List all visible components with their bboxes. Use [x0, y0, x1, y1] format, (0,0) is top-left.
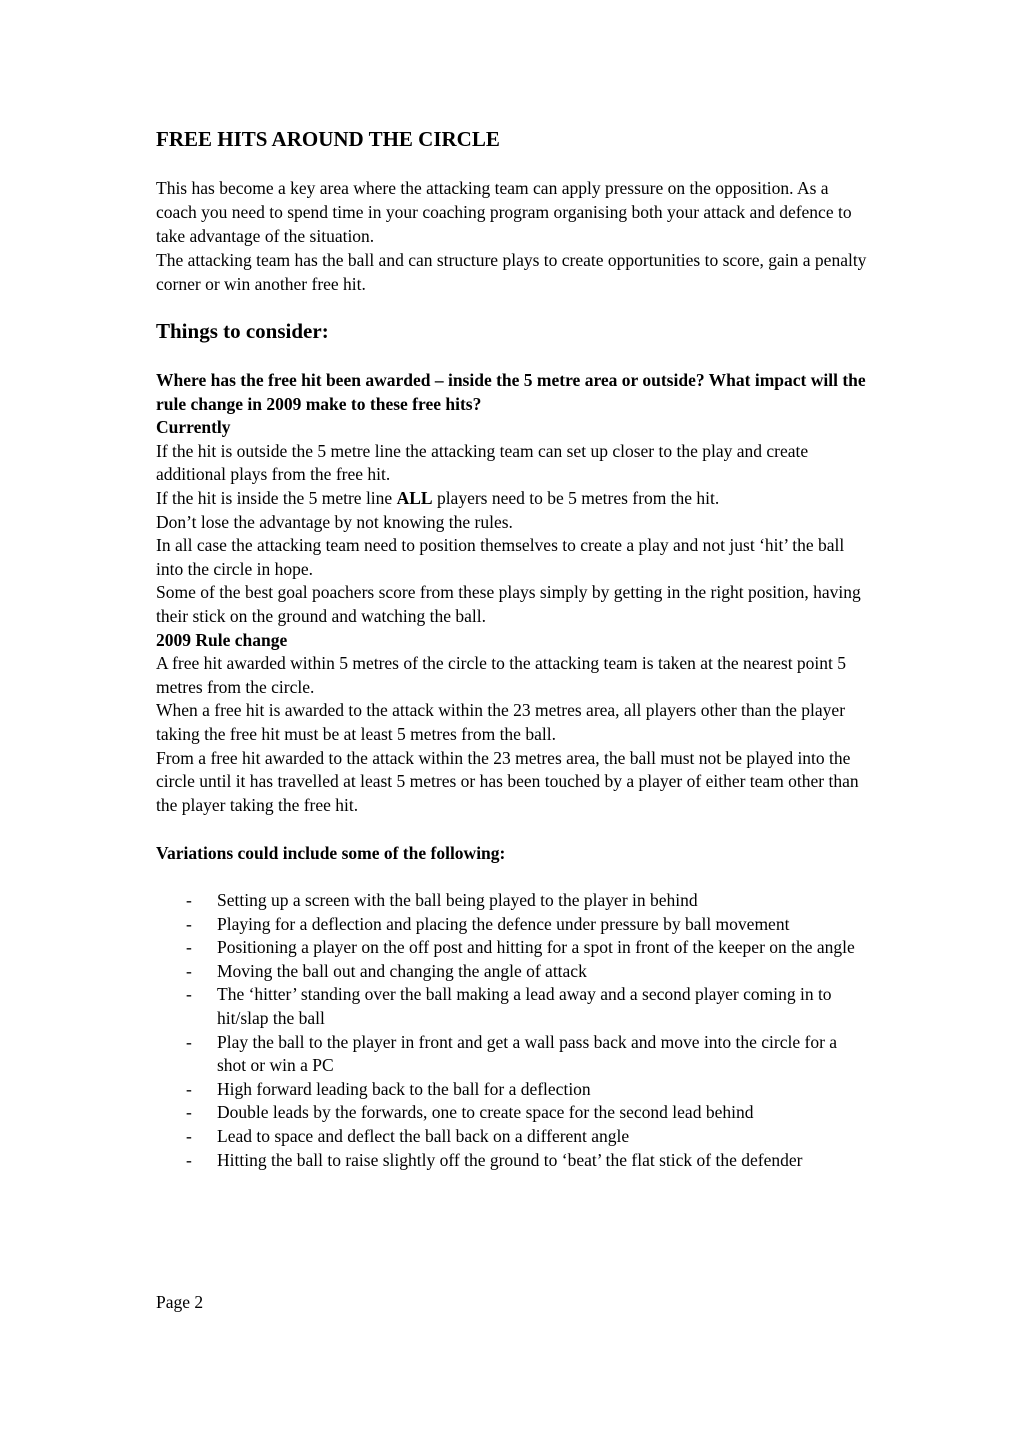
- currently-heading: Currently: [156, 417, 231, 438]
- list-item-text: Double leads by the forwards, one to create space for the second lead behind: [217, 1102, 754, 1123]
- list-item-text: Lead to space and deflect the ball back on a different angle: [217, 1125, 630, 1146]
- question-text: Where has the free hit been awarded – inside the 5 metre area or outside? What impact will the rule change in 2009 make to these free hits?: [156, 370, 866, 414]
- emphasis-text: ALL: [396, 487, 433, 508]
- page-number: Page 2: [156, 1292, 204, 1312]
- list-item-text: Play the ball to the player in front and get a wall pass back and move into the circle for a shot or win a PC: [217, 1031, 838, 1076]
- list-item: [156, 936, 868, 960]
- list-item: [156, 1149, 868, 1173]
- bullet-dash: -: [186, 1031, 192, 1052]
- variations-heading: Variations could include some of the following:: [156, 843, 506, 863]
- list-item-text: Hitting the ball to raise slightly off the ground to ‘beat’ the flat stick of the defender: [217, 1149, 803, 1170]
- intro-paragraph: The attacking team has the ball and can structure plays to create opportunities to score, gain a penalty corner or win another free hit.: [156, 250, 867, 294]
- list-item-text: Playing for a deflection and placing the defence under pressure by ball movement: [217, 913, 790, 934]
- rule-paragraph: Some of the best goal poachers score from these plays simply by getting in the right position, having their stick on the ground and watching the ball.: [156, 582, 861, 626]
- list-item: [156, 960, 868, 984]
- list-item-text: The ‘hitter’ standing over the ball making a lead away and a second player coming in to hit/slap the ball: [217, 984, 832, 1028]
- rule-change-paragraph: From a free hit awarded to the attack within the 23 metres area, the ball must not be played into the circle until it has travelled at least 5 metres or has been touched by a player of either team other than the player taking the free hit.: [156, 747, 859, 815]
- rule-change-heading: 2009 Rule change: [156, 629, 288, 650]
- list-item: [156, 983, 868, 1030]
- page-title: FREE HITS AROUND THE CIRCLE: [156, 127, 500, 151]
- list-item: [156, 1125, 868, 1149]
- bullet-dash: -: [186, 1149, 192, 1170]
- variations-list: [156, 889, 868, 1172]
- bullet-dash: -: [186, 984, 192, 1005]
- list-item: [156, 1078, 868, 1102]
- intro-paragraph: This has become a key area where the attacking team can apply pressure on the opposition. As a coach you need to spend time in your coaching program organising both your attack and defence to take advantage of the situation.: [156, 178, 852, 246]
- list-item-text: High forward leading back to the ball for a deflection: [217, 1078, 591, 1099]
- bullet-dash: -: [186, 960, 192, 981]
- rule-change-paragraph: When a free hit is awarded to the attack within the 23 metres area, all players other than the player taking the free hit must be at least 5 metres from the ball.: [156, 700, 846, 744]
- rule-change-paragraph: A free hit awarded within 5 metres of the circle to the attacking team is taken at the nearest point 5 metres from the circle.: [156, 653, 847, 697]
- list-item: [156, 1031, 868, 1078]
- rule-text: players need to be 5 metres from the hit.: [432, 487, 720, 508]
- rules-section: [156, 369, 868, 817]
- things-to-consider-heading: Things to consider:: [156, 319, 329, 343]
- bullet-dash: -: [186, 913, 192, 934]
- list-item-text: Setting up a screen with the ball being played to the player in behind: [217, 890, 698, 910]
- intro-section: [156, 176, 868, 296]
- bullet-dash: -: [186, 1125, 192, 1146]
- list-item: [156, 889, 868, 913]
- list-item-text: Moving the ball out and changing the angle of attack: [217, 960, 587, 981]
- bullet-dash: -: [186, 890, 192, 910]
- bullet-dash: -: [186, 937, 192, 958]
- rule-text: If the hit is inside the 5 metre line: [156, 487, 397, 508]
- rule-paragraph: In all case the attacking team need to position themselves to create a play and not just ‘hit’ the ball into the circle in hope.: [156, 535, 845, 579]
- list-item-text: Positioning a player on the off post and hitting for a spot in front of the keeper on the angle: [217, 937, 855, 958]
- bullet-dash: -: [186, 1102, 192, 1123]
- list-item: [156, 1101, 868, 1125]
- rule-paragraph: [156, 487, 868, 511]
- rule-paragraph: If the hit is outside the 5 metre line the attacking team can set up closer to the play and create additional plays from the free hit.: [156, 440, 809, 485]
- rule-paragraph: Don’t lose the advantage by not knowing the rules.: [156, 511, 513, 532]
- bullet-dash: -: [186, 1078, 192, 1099]
- list-item: [156, 913, 868, 937]
